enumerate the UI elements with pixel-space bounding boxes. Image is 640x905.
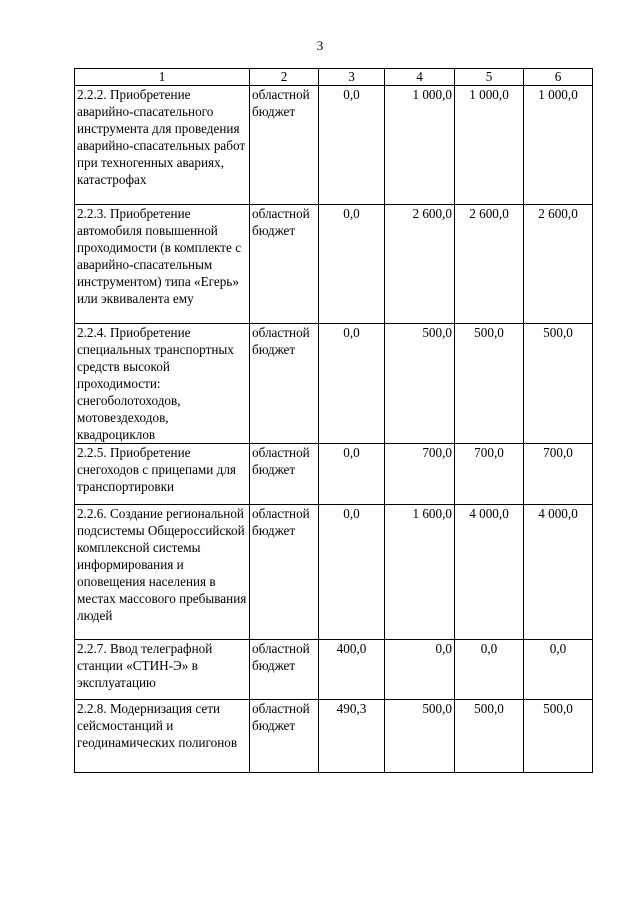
funding-source: областной бюджет [250, 444, 319, 505]
measure-description: 2.2.5. Приобретение снегоходов с прицепами для транспортировки [75, 444, 250, 505]
value-col-3: 0,0 [319, 86, 385, 205]
column-header: 6 [524, 69, 593, 86]
value-col-5: 700,0 [455, 444, 524, 505]
table-row [75, 444, 593, 505]
value-col-5: 500,0 [455, 700, 524, 773]
table-header-row [75, 69, 593, 86]
value-col-4: 2 600,0 [385, 205, 455, 324]
column-header: 5 [455, 69, 524, 86]
funding-source: областной бюджет [250, 700, 319, 773]
value-col-4: 0,0 [385, 640, 455, 700]
page-number: 3 [316, 38, 324, 53]
measure-description: 2.2.2. Приобретение аварийно-спасательного инструмента для проведения аварийно-спасательных работ при техногенных авариях, катастрофах [75, 86, 250, 205]
value-col-4: 500,0 [385, 324, 455, 444]
value-col-3: 400,0 [319, 640, 385, 700]
column-header: 3 [319, 69, 385, 86]
table-row [75, 205, 593, 324]
budget-table [74, 68, 593, 773]
table-row [75, 505, 593, 640]
value-col-6: 0,0 [524, 640, 593, 700]
value-col-5: 0,0 [455, 640, 524, 700]
funding-source: областной бюджет [250, 86, 319, 205]
measure-description: 2.2.7. Ввод телеграфной станции «СТИН-Э» в эксплуатацию [75, 640, 250, 700]
value-col-5: 500,0 [455, 324, 524, 444]
value-col-4: 1 600,0 [385, 505, 455, 640]
column-header: 1 [75, 69, 250, 86]
value-col-5: 2 600,0 [455, 205, 524, 324]
funding-source: областной бюджет [250, 205, 319, 324]
value-col-3: 490,3 [319, 700, 385, 773]
funding-source: областной бюджет [250, 505, 319, 640]
value-col-5: 1 000,0 [455, 86, 524, 205]
measure-description: 2.2.4. Приобретение специальных транспортных средств высокой проходимости: снегоболотоходов, мотовездеходов, квадроциклов [75, 324, 250, 444]
table-row [75, 640, 593, 700]
measure-description: 2.2.3. Приобретение автомобиля повышенной проходимости (в комплекте с аварийно-спасательным инструментом) типа «Егерь» или эквивалента ему [75, 205, 250, 324]
value-col-4: 1 000,0 [385, 86, 455, 205]
value-col-6: 500,0 [524, 324, 593, 444]
value-col-6: 500,0 [524, 700, 593, 773]
table-row [75, 324, 593, 444]
value-col-4: 700,0 [385, 444, 455, 505]
column-header: 2 [250, 69, 319, 86]
value-col-6: 2 600,0 [524, 205, 593, 324]
value-col-6: 700,0 [524, 444, 593, 505]
value-col-3: 0,0 [319, 505, 385, 640]
value-col-5: 4 000,0 [455, 505, 524, 640]
value-col-6: 1 000,0 [524, 86, 593, 205]
table-row [75, 700, 593, 773]
column-header: 4 [385, 69, 455, 86]
measure-description: 2.2.8. Модернизация сети сейсмостанций и геодинамических полигонов [75, 700, 250, 773]
value-col-3: 0,0 [319, 444, 385, 505]
funding-source: областной бюджет [250, 324, 319, 444]
value-col-3: 0,0 [319, 205, 385, 324]
value-col-6: 4 000,0 [524, 505, 593, 640]
funding-source: областной бюджет [250, 640, 319, 700]
table-row [75, 86, 593, 205]
value-col-3: 0,0 [319, 324, 385, 444]
measure-description: 2.2.6. Создание региональной подсистемы Общероссийской комплексной системы информирования и оповещения населения в местах массового пребывания людей [75, 505, 250, 640]
value-col-4: 500,0 [385, 700, 455, 773]
